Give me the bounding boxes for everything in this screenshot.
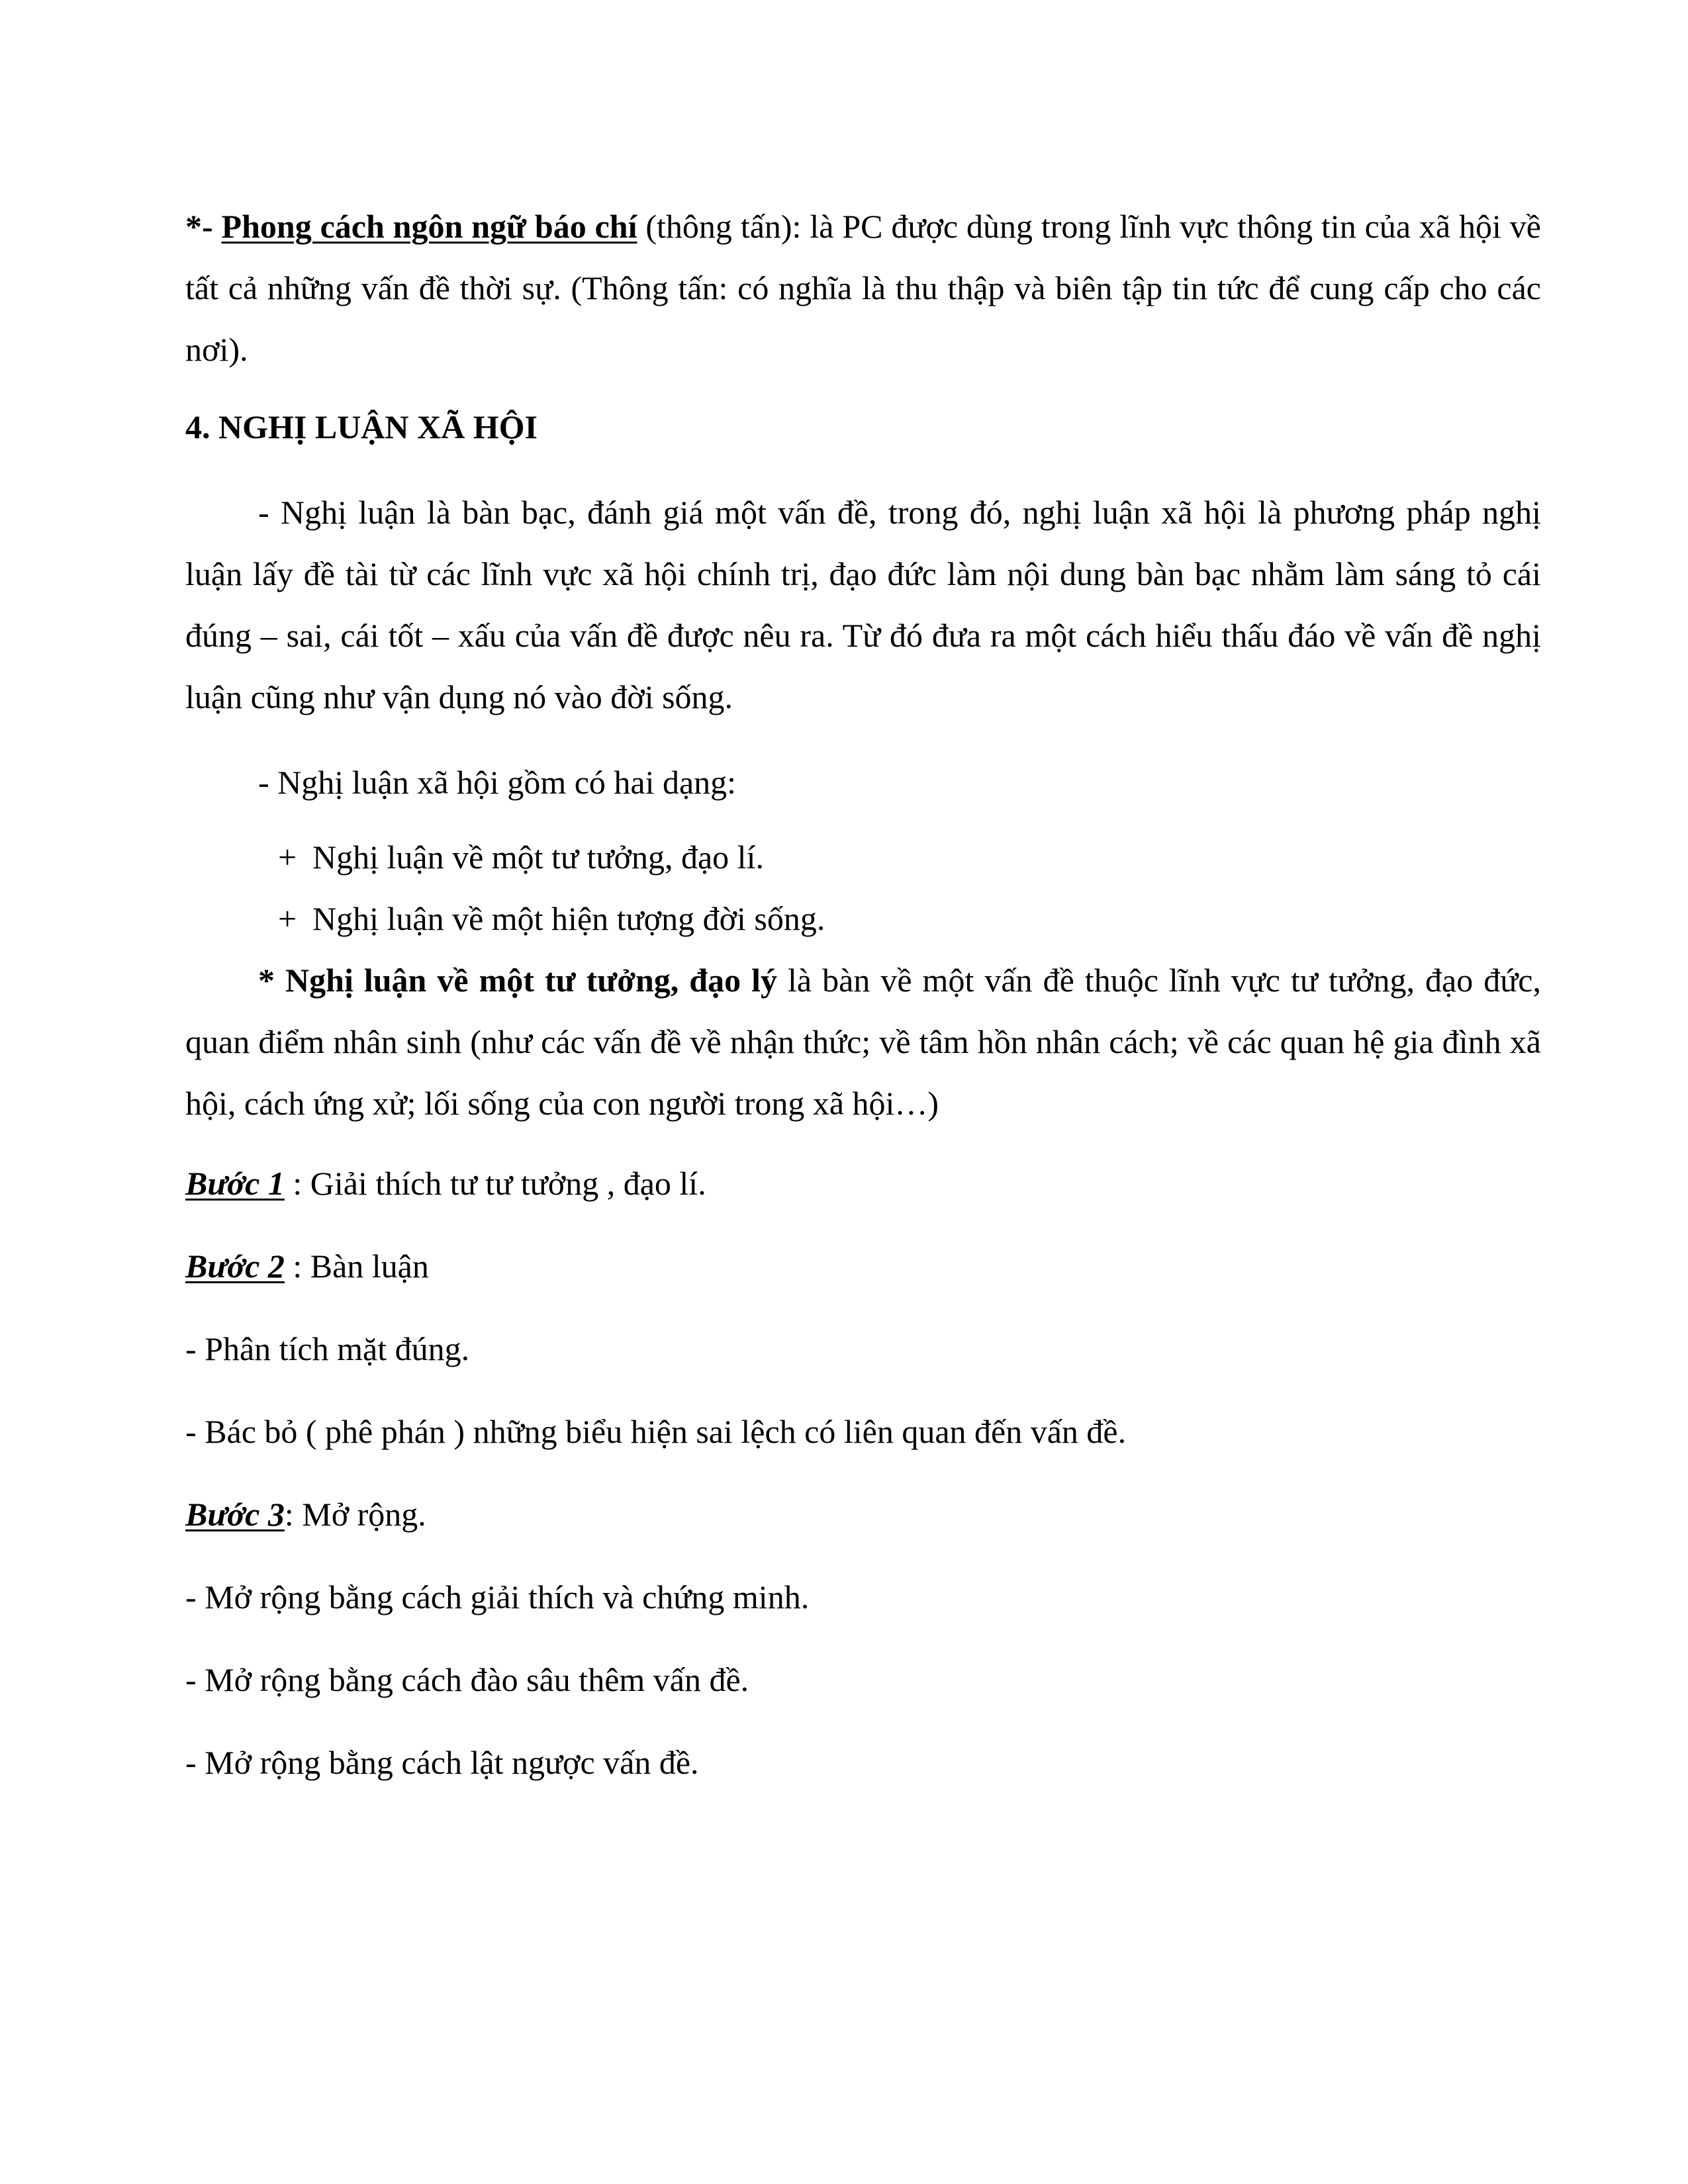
step-2-text: Bàn luận [310, 1248, 429, 1285]
step-2-item-1: - Phân tích mặt đúng. [185, 1330, 470, 1367]
intro-prefix: *- [185, 208, 222, 245]
step-1-text: Giải thích tư tư tưởng , đạo lí. [310, 1165, 706, 1202]
document-body [185, 196, 1541, 1815]
step-1 [185, 1153, 1541, 1214]
step-2-label: Bước 2 [185, 1248, 285, 1285]
ideal-bold: * Nghị luận về một tư tưởng, đạo lý [258, 962, 777, 999]
step-1-separator: : [284, 1165, 310, 1202]
intro-paragraph [185, 196, 1541, 381]
type-marker-1: + [278, 839, 297, 876]
type-text-1: Nghị luận về một tư tưởng, đạo lí. [312, 839, 764, 876]
intro-term: Phong cách ngôn ngữ báo chí [221, 208, 637, 245]
step-3-label: Bước 3 [185, 1496, 285, 1533]
step-1-label: Bước 1 [185, 1165, 285, 1202]
type-marker-2: + [278, 900, 297, 937]
types-intro: - Nghị luận xã hội gồm có hai dạng: [258, 764, 737, 801]
step-2-separator: : [284, 1248, 310, 1285]
step-3 [185, 1484, 1541, 1545]
type-text-2: Nghị luận về một hiện tượng đời sống. [312, 900, 825, 937]
step-3-item-1: - Mở rộng bằng cách giải thích và chứng minh. [185, 1578, 810, 1615]
step-3-item-3: - Mở rộng bằng cách lật ngược vấn đề. [185, 1744, 699, 1781]
type-item-1 [185, 827, 1541, 888]
section-heading: 4. NGHỊ LUẬN XÃ HỘI [185, 408, 538, 445]
intro-rest: (thông tấn): là PC được dùng trong lĩnh vực thông tin của xã hội về tất cả những vấn đề thời sự. (Thông tấn: có nghĩa là thu thập và biên tập tin tức để cung cấp cho các nơi). [185, 208, 1541, 368]
step-2-item-2: - Bác bỏ ( phê phán ) những biểu hiện sai lệch có liên quan đến vấn đề. [185, 1413, 1127, 1450]
step-2 [185, 1236, 1541, 1297]
step-3-item-2: - Mở rộng bằng cách đào sâu thêm vấn đề. [185, 1661, 749, 1698]
definition-paragraph: - Nghị luận là bàn bạc, đánh giá một vấn đề, trong đó, nghị luận xã hội là phương pháp nghị luận lấy đề tài từ các lĩnh vực xã hội chính trị, đạo đức làm nội dung bàn bạc nhằm làm sáng tỏ cái đúng – sai, cái tốt – xấu của vấn đề được nêu ra. Từ đó đưa ra một cách hiểu thấu đáo về vấn đề nghị luận cũng như vận dụng nó vào đời sống. [185, 494, 1541, 715]
ideal-rest: là bàn về một vấn đề thuộc lĩnh vực tư tưởng, đạo đức, quan điểm nhân sinh (như các vấn đề về nhận thức; về tâm hồn nhân cách; về các quan hệ gia đình xã hội, cách ứng xử; lối sống của con người trong xã hội…) [185, 962, 1542, 1122]
ideal-paragraph [185, 950, 1541, 1134]
step-3-separator: : [284, 1496, 303, 1533]
step-3-text: Mở rộng. [302, 1496, 426, 1533]
type-item-2 [185, 888, 1541, 950]
